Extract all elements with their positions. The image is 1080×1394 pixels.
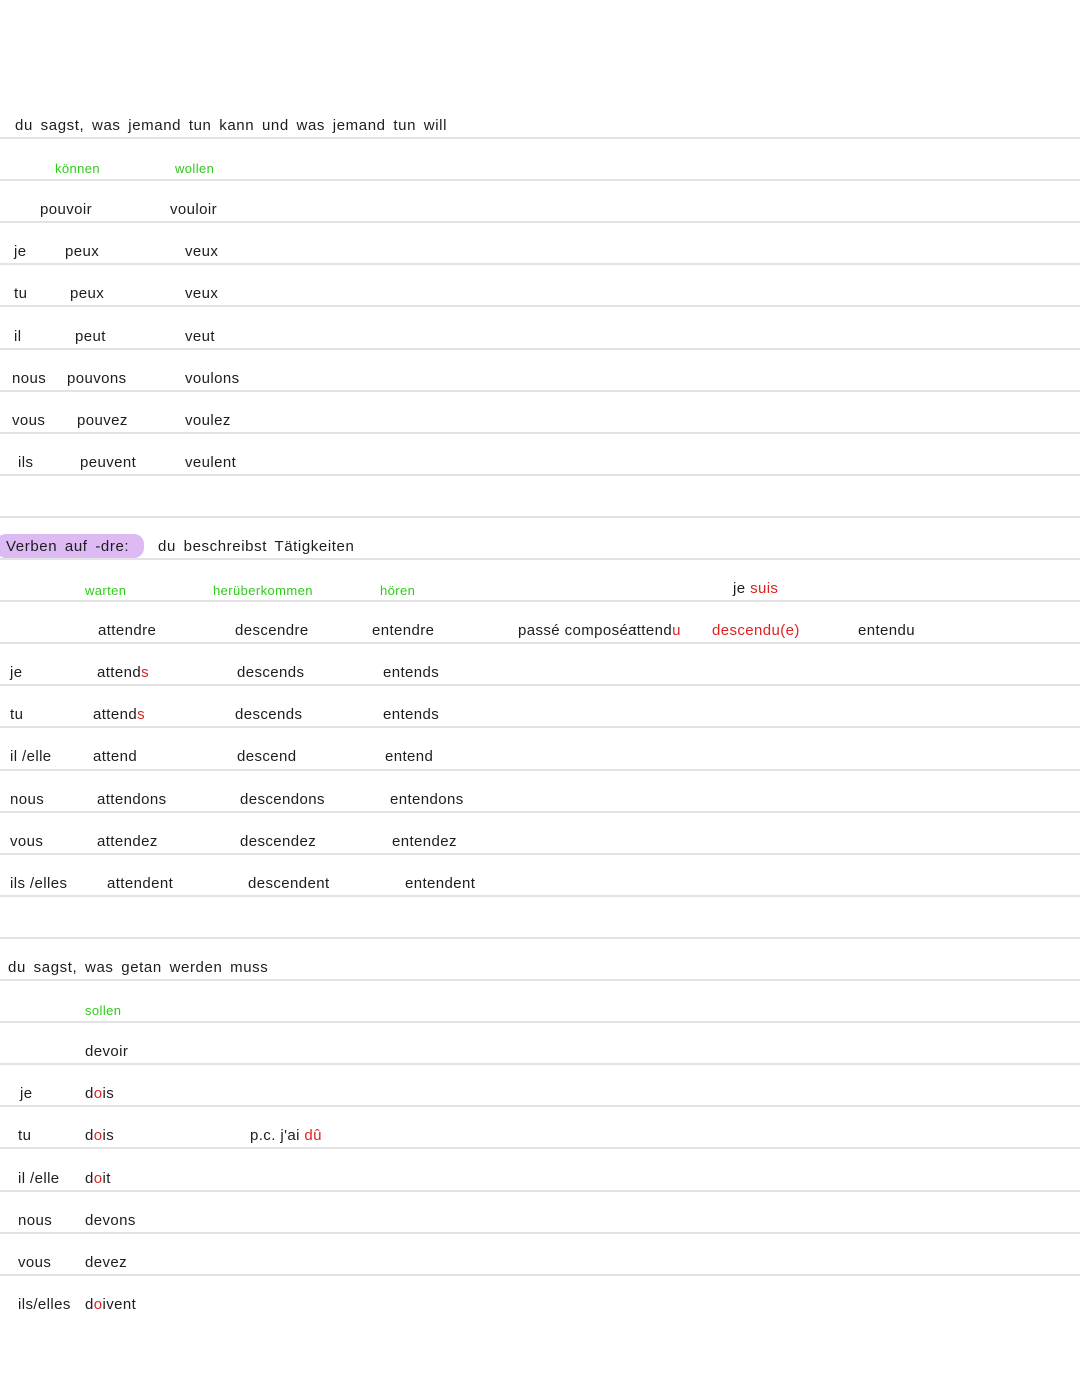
vouloir-form: veux	[185, 243, 219, 260]
verb-stem: attendons	[97, 791, 167, 808]
pronoun: il	[14, 328, 22, 345]
ruled-line	[0, 937, 1080, 939]
participle-stem: attend	[628, 622, 673, 639]
pronoun: il /elle	[18, 1170, 60, 1187]
vouloir-form: veut	[185, 328, 215, 345]
ruled-line	[0, 1190, 1080, 1192]
ruled-line	[0, 305, 1080, 307]
vouloir-form: veulent	[185, 454, 237, 471]
attendre-form	[93, 747, 137, 767]
pronoun: je	[10, 664, 23, 681]
descendre-form: descend	[237, 748, 297, 765]
entendre-form: entendez	[392, 833, 457, 850]
ruled-line	[0, 221, 1080, 223]
ruled-line	[0, 1274, 1080, 1276]
vouloir-form: veux	[185, 285, 219, 302]
pronoun: vous	[10, 833, 44, 850]
je-suis-red: suis	[750, 580, 779, 597]
ruled-line	[0, 895, 1080, 897]
verb-stem: d	[85, 1170, 94, 1187]
entendre-form: entend	[385, 748, 434, 765]
participle-descendu: descendu(e)	[712, 622, 800, 639]
infinitive-pouvoir: pouvoir	[40, 201, 92, 218]
section2-heading-rest: du beschreibst Tätigkeiten	[158, 538, 355, 555]
verb-highlighted-letter: o	[93, 1127, 103, 1144]
verb-rest: is	[102, 1085, 115, 1102]
attendre-form	[97, 790, 167, 810]
devoir-form	[85, 1211, 136, 1231]
pronoun: ils /elles	[10, 875, 68, 892]
devoir-form	[85, 1126, 114, 1146]
pronoun: vous	[18, 1254, 52, 1271]
ruled-line	[0, 1232, 1080, 1234]
pronoun: vous	[12, 412, 46, 429]
verb-stem: devez	[85, 1254, 128, 1271]
ruled-line	[0, 684, 1080, 686]
verb-stem: attend	[93, 748, 138, 765]
ruled-line	[0, 769, 1080, 771]
ruled-line	[0, 1147, 1080, 1149]
passe-compose-note	[250, 1126, 322, 1146]
descendre-form: descendez	[240, 833, 317, 850]
pronoun: tu	[18, 1127, 32, 1144]
pronoun: tu	[14, 285, 28, 302]
infinitive-vouloir: vouloir	[170, 201, 217, 218]
vouloir-form: voulons	[185, 370, 240, 387]
pronoun: ils	[18, 454, 34, 471]
verb-highlighted-letter: o	[93, 1085, 103, 1102]
verb-stem: attend	[93, 706, 138, 723]
descendre-form: descendent	[248, 875, 330, 892]
pronoun: nous	[10, 791, 45, 808]
participle-ending: u	[672, 622, 681, 639]
devoir-form	[85, 1084, 114, 1104]
pronoun: nous	[18, 1212, 53, 1229]
passe-compose-label: passé composé :	[518, 622, 638, 639]
pouvoir-form: peuvent	[80, 454, 137, 471]
german-label-sollen: sollen	[85, 1003, 122, 1018]
ruled-line	[0, 137, 1080, 139]
section3-heading: du sagst, was getan werden muss	[8, 959, 269, 976]
infinitive-descendre: descendre	[235, 622, 309, 639]
infinitive-entendre: entendre	[372, 622, 435, 639]
participle-entendu: entendu	[858, 622, 916, 639]
ruled-line	[0, 390, 1080, 392]
ruled-line	[0, 263, 1080, 265]
pronoun: tu	[10, 706, 24, 723]
ruled-line	[0, 432, 1080, 434]
verb-ending: s	[141, 664, 150, 681]
verb-rest: ivent	[102, 1296, 137, 1313]
section2-heading-highlighted: Verben auf -dre:	[6, 538, 130, 555]
verb-highlighted-letter: o	[93, 1296, 103, 1313]
pouvoir-form: peut	[75, 328, 106, 345]
pronoun: ils/elles	[18, 1296, 71, 1313]
je-suis-black: je	[733, 580, 746, 597]
ruled-line	[0, 179, 1080, 181]
attendre-form	[97, 663, 149, 683]
ruled-line	[0, 516, 1080, 518]
attendre-form	[97, 832, 158, 852]
entendre-form: entends	[383, 664, 440, 681]
entendre-form: entendons	[390, 791, 464, 808]
pouvoir-form: peux	[65, 243, 100, 260]
pc-black: p.c. j'ai	[250, 1127, 300, 1144]
descendre-form: descendons	[240, 791, 325, 808]
verb-highlighted-letter: o	[93, 1170, 103, 1187]
ruled-line	[0, 726, 1080, 728]
german-label-warten: warten	[85, 583, 127, 598]
verb-stem: d	[85, 1085, 94, 1102]
verb-stem: devons	[85, 1212, 136, 1229]
german-label-koennen: können	[55, 161, 101, 176]
pronoun: je	[14, 243, 27, 260]
ruled-line	[0, 474, 1080, 476]
pronoun: je	[20, 1085, 33, 1102]
pouvoir-form: pouvons	[67, 370, 127, 387]
german-label-herueberkommen: herüberkommen	[213, 583, 313, 598]
pronoun: il /elle	[10, 748, 52, 765]
ruled-line	[0, 642, 1080, 644]
ruled-line	[0, 1021, 1080, 1023]
ruled-line	[0, 811, 1080, 813]
infinitive-attendre: attendre	[98, 622, 157, 639]
verb-ending: s	[137, 706, 146, 723]
verb-stem: attendez	[97, 833, 158, 850]
attendre-form	[107, 874, 173, 894]
german-label-wollen: wollen	[175, 161, 215, 176]
verb-stem: d	[85, 1127, 94, 1144]
verb-rest: it	[102, 1170, 111, 1187]
entendre-form: entends	[383, 706, 440, 723]
ruled-line	[0, 1063, 1080, 1065]
attendre-form	[93, 705, 145, 725]
ruled-line	[0, 348, 1080, 350]
section1-heading: du sagst, was jemand tun kann und was jemand tun will	[15, 117, 448, 134]
devoir-form	[85, 1169, 111, 1189]
infinitive-devoir: devoir	[85, 1043, 129, 1060]
vouloir-form: voulez	[185, 412, 231, 429]
descendre-form: descends	[237, 664, 305, 681]
devoir-form	[85, 1253, 127, 1273]
verb-rest: is	[102, 1127, 115, 1144]
ruled-line	[0, 1105, 1080, 1107]
ruled-line	[0, 558, 1080, 560]
verb-stem: attendent	[107, 875, 174, 892]
ruled-line	[0, 600, 1080, 602]
verb-stem: d	[85, 1296, 94, 1313]
verb-stem: attend	[97, 664, 142, 681]
je-suis-note	[733, 579, 778, 599]
ruled-line	[0, 853, 1080, 855]
descendre-form: descends	[235, 706, 303, 723]
devoir-form	[85, 1295, 136, 1315]
pouvoir-form: pouvez	[77, 412, 128, 429]
participle-attendu	[628, 621, 681, 641]
ruled-line	[0, 979, 1080, 981]
entendre-form: entendent	[405, 875, 476, 892]
german-label-hoeren: hören	[380, 583, 416, 598]
pronoun: nous	[12, 370, 47, 387]
pc-red: dû	[304, 1127, 322, 1144]
pouvoir-form: peux	[70, 285, 105, 302]
